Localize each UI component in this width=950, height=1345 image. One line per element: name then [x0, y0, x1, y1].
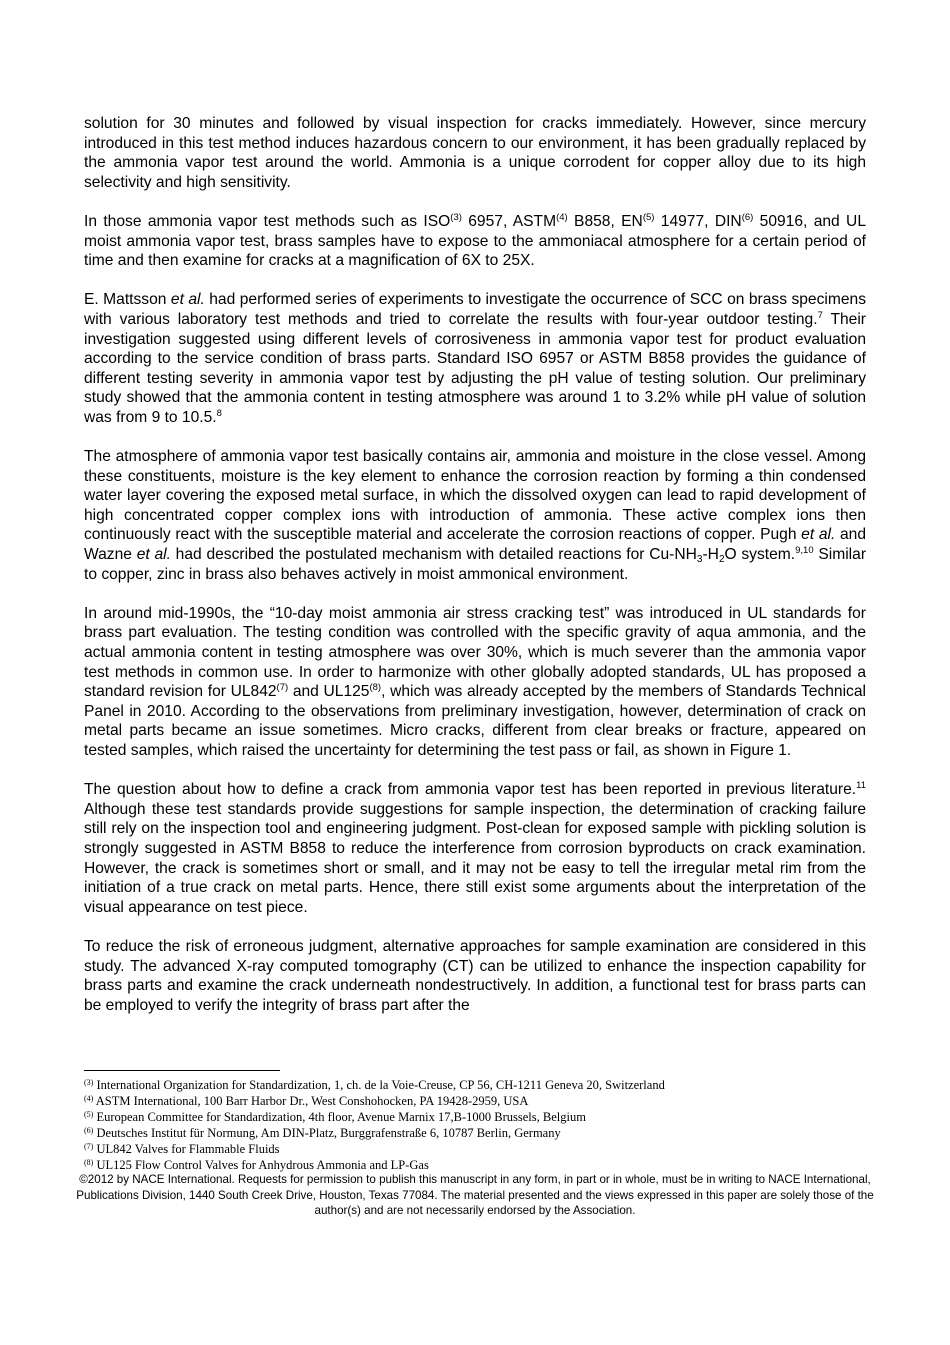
footnote-text: European Committee for Standardization, 4th floor, Avenue Marnix 17,B-1000 Brussels, Belgium	[93, 1110, 586, 1124]
copyright-line: Publications Division, 1440 South Creek Drive, Houston, Texas 77084. The material presented and the views expressed in this paper are solely those of the	[76, 1188, 874, 1202]
footnote-text: UL842 Valves for Flammable Fluids	[93, 1142, 280, 1156]
text-run: In around mid-1990s, the “10-day moist ammonia air stress cracking test” was introduced in UL standards for brass part evaluation. The testing condition was controlled with the specific gravity of aqua ammonia, and the actual ammonia content in testing atmosphere was over 30%, which is much severer than the ammonia vapor test methods in common use. In order to harmonize with other globally adopted standards, UL has proposed a standard revision for UL842	[84, 604, 866, 701]
footnote-mark: (6)	[84, 1126, 94, 1135]
footnote	[84, 1109, 884, 1125]
text-run: solution for 30 minutes and followed by visual inspection for cracks immediately. However, since mercury introduced in this test method induces hazardous concern to our environment, it has been gradually replaced by the ammonia vapor test around the world. Ammonia is a unique corrodent for copper alloy due to its high selectivity and high sensitivity.	[84, 115, 866, 191]
text-run: In those ammonia vapor test methods such as ISO	[84, 212, 451, 230]
footnote-mark: (8)	[84, 1158, 94, 1167]
footnote	[84, 1157, 884, 1173]
text-run: B858, EN	[567, 212, 643, 230]
paragraph	[84, 780, 866, 917]
text-run: , which was already accepted by the members of Standards Technical Panel in 2010. According to the observations from preliminary investigation, however, determination of crack on metal parts became an issue sometimes. Micro cracks, different from clear breaks or fracture, appeared on tested samples, which raised the uncertainty for determining the test pass or fail, as shown in Figure 1.	[84, 683, 866, 759]
footnotes	[84, 1077, 884, 1173]
text-run: The atmosphere of ammonia vapor test basically contains air, ammonia and moisture in the close vessel. Among these constituents, moisture is the key element to enhance the corrosion reaction by forming a thin condensed water layer covering the exposed metal surface, in which the dissolved oxygen can lead to rapid development of high concentrated copper complex ions with introduction of ammonia. These active complex ions then continuously react with the susceptible material and accelerate the corrosion reactions of copper. Pugh	[84, 448, 866, 544]
paragraph	[84, 937, 866, 1015]
superscript: (8)	[369, 682, 382, 694]
footnote-mark: (4)	[84, 1094, 94, 1103]
text-run: -H	[702, 546, 719, 564]
text-run: had performed series of experiments to investigate the occurrence of SCC on brass specimens with various laboratory test methods and tried to correlate the results with four-year outdoor testing.	[84, 291, 866, 328]
superscript: 8	[216, 407, 222, 419]
footnote-separator	[84, 1070, 280, 1071]
footnote-text: Deutsches Institut für Normung, Am DIN-Platz, Burggrafenstraße 6, 10787 Berlin, Germany	[93, 1126, 561, 1140]
text-run: 50916, and UL moist ammonia vapor test, brass samples have to expose to the ammoniacal atmosphere for a certain period of time and then examine for cracks at a magnification of 6X to 25X.	[84, 212, 866, 270]
footnote-text: UL125 Flow Control Valves for Anhydrous Ammonia and LP-Gas	[93, 1158, 429, 1172]
text-run: O system.	[724, 546, 796, 564]
text-run: 14977, DIN	[654, 212, 742, 230]
text-run: and Wazne	[84, 526, 866, 564]
copyright-line: ©2012 by NACE International. Requests for permission to publish this manuscript in any form, in part or in whole, must be in writing to NACE International,	[79, 1173, 871, 1186]
footnote-mark: (5)	[84, 1110, 94, 1119]
text-run: and UL125	[288, 683, 370, 701]
paragraph	[84, 114, 866, 192]
text-run: E. Mattsson	[84, 291, 171, 309]
footnote-mark: (3)	[84, 1078, 94, 1087]
text-run: had described the postulated mechanism with detailed reactions for Cu-NH	[170, 546, 697, 564]
subscript: 2	[718, 554, 725, 566]
italic-text: et al.	[801, 526, 836, 544]
superscript: 9,10	[795, 545, 814, 557]
superscript: (6)	[741, 211, 754, 223]
superscript: (5)	[642, 211, 655, 223]
superscript: (4)	[556, 211, 568, 223]
text-run: The question about how to define a crack from ammonia vapor test has been reported in previous literature.	[84, 781, 857, 799]
paragraph	[84, 290, 866, 427]
superscript: 7	[817, 309, 823, 321]
copyright-notice	[40, 1172, 910, 1219]
body-text	[84, 114, 866, 1035]
footnote	[84, 1077, 884, 1093]
footnote	[84, 1093, 884, 1109]
text-run: Although these test standards provide suggestions for sample inspection, the determination of cracking failure still rely on the inspection tool and engineering judgment. Post-clean for exposed sample with pickling solution is strongly suggested in ASTM B858 to reduce the interference from corrosion byproducts on crack examination. However, the crack is sometimes short or small, and it may not be easy to tell the irregular metal rim from the initiation of a true crack on metal parts. Hence, there still exist some arguments about the interpretation of the visual appearance on test piece.	[84, 800, 866, 916]
superscript: (3)	[450, 211, 462, 223]
superscript: 11	[856, 780, 866, 792]
footnote	[84, 1141, 884, 1157]
footnote-mark: (7)	[84, 1142, 94, 1151]
italic-text: et al.	[136, 546, 171, 564]
paragraph	[84, 604, 866, 761]
text-run: Similar to copper, zinc in brass also behaves actively in moist ammonical environment.	[84, 546, 867, 583]
copyright-line: author(s) and are not necessarily endorsed by the Association.	[314, 1204, 636, 1217]
text-run: To reduce the risk of erroneous judgment, alternative approaches for sample examination are considered in this study. The advanced X-ray computed tomography (CT) can be utilized to enhance the inspection capability for brass parts and examine the crack underneath nondestructively. In addition, a functional test for brass parts can be employed to verify the integrity of brass part after the	[84, 937, 866, 1014]
subscript: 3	[696, 554, 703, 566]
footnote-text: ASTM International, 100 Barr Harbor Dr., West Conshohocken, PA 19428-2959, USA	[93, 1094, 529, 1108]
paragraph	[84, 447, 866, 584]
superscript: (7)	[276, 682, 289, 694]
text-run: 6957, ASTM	[461, 212, 557, 230]
text-run: Their investigation suggested using different levels of corrosiveness in ammonia vapor test for product evaluation according to the service condition of brass parts. Standard ISO 6957 or ASTM B858 provides the guidance of different testing severity in ammonia vapor test by adjusting the pH value of testing solution. Our preliminary study showed that the ammonia content in testing atmosphere was around 1 to 3.2% while pH value of solution was from 9 to 10.5.	[84, 310, 866, 426]
footnote	[84, 1125, 884, 1141]
footnote-text: International Organization for Standardization, 1, ch. de la Voie-Creuse, CP 56, CH-1211 Geneva 20, Switzerland	[93, 1078, 665, 1092]
paragraph	[84, 212, 866, 271]
italic-text: et al.	[170, 291, 205, 309]
